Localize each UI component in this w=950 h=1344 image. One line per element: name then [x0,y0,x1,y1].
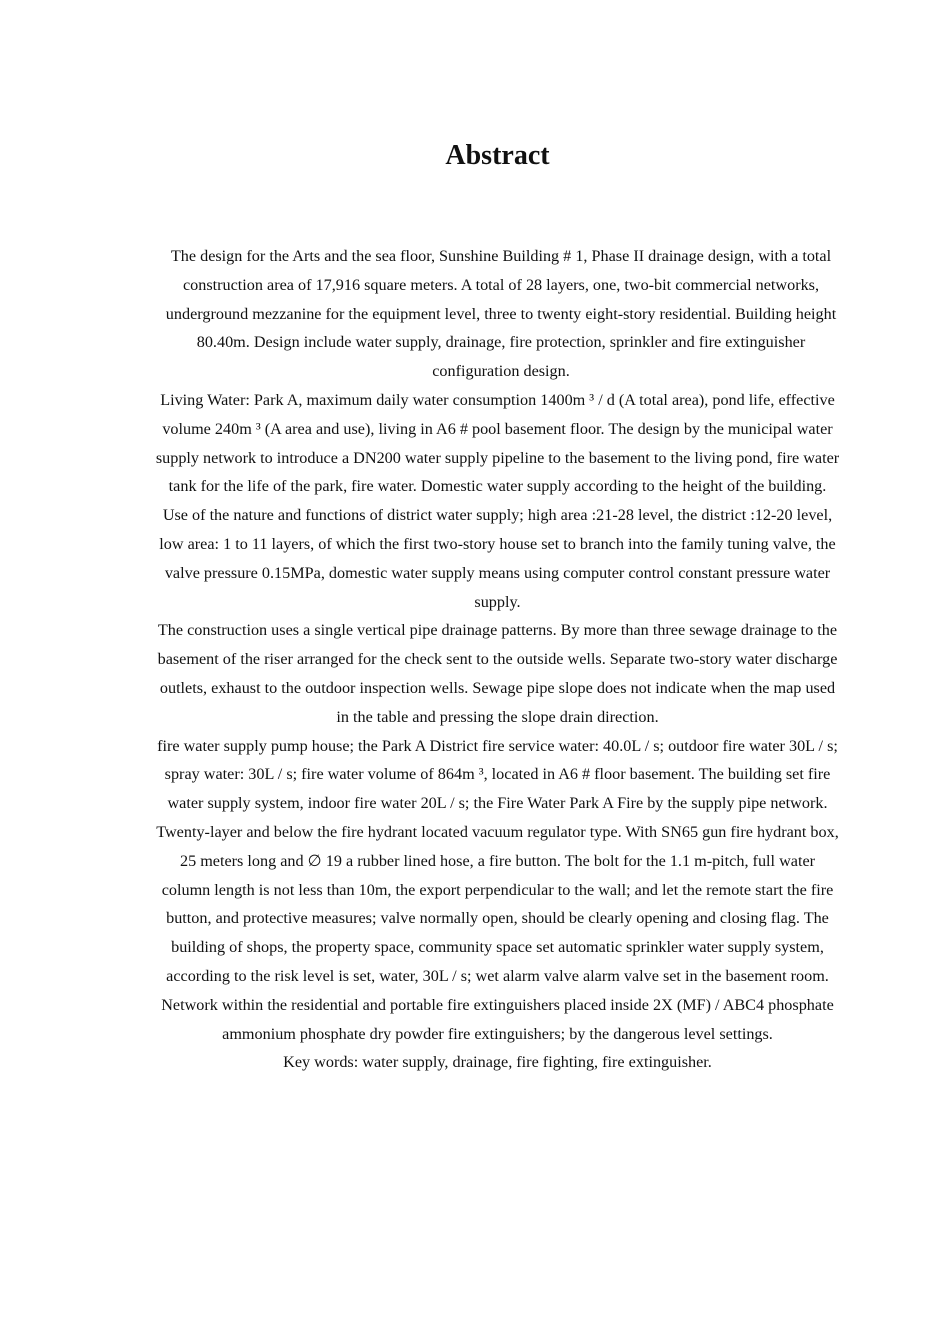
keywords-line: Key words: water supply, drainage, fire fighting, fire extinguisher. [283,1053,712,1072]
abstract-paragraph-overview: The design for the Arts and the sea floor, Sunshine Building # 1, Phase II drainage design, with a total construction area of 17,916 square meters. A total of 28 layers, one, two-bit commercial networks, underground mezzanine for the equipment level, three to twenty eight-story residential. Building height 80.40m. Design include water supply, drainage, fire protection, sprinkler and fire extinguisher configuration design. [165,247,837,381]
page-title: Abstract [445,140,550,171]
abstract-paragraph-living-water: Living Water: Park A, maximum daily water consumption 1400m ³ / d (A total area), pond life, effective volume 240m ³ (A area and use), living in A6 # pool basement floor. The design by the municipal water supply network to introduce a DN200 water supply pipeline to the basement to the living pond, fire water tank for the life of the park, fire water. Domestic water supply according to the height of the building. Use of the nature and functions of district water supply; high area :21-28 level, the district :12-20 level, low area: 1 to 11 layers, of which the first two-story house set to branch into the family tuning valve, the valve pressure 0.15MPa, domestic water supply means using computer control constant pressure water supply. [155,390,840,611]
abstract-paragraph-fire-water: fire water supply pump house; the Park A District fire service water: 40.0L / s; outdoor fire water 30L / s; spray water: 30L / s; fire water volume of 864m ³, located in A6 # floor basement. The building set fire water supply system, indoor fire water 20L / s; the Fire Water Park A Fire by the supply pipe network. Twenty-layer and below the fire hydrant located vacuum regulator type. With SN65 gun fire hydrant box, 25 meters long and ∅ 19 a rubber lined hose, a fire button. The bolt for the 1.1 m-pitch, full water column length is not less than 10m, the export perpendicular to the wall; and let the remote start the fire button, and protective measures; valve normally open, should be clearly opening and closing flag. The building of shops, the property space, community space set automatic sprinkler water supply system, according to the risk level is set, water, 30L / s; wet alarm valve alarm valve set in the basement room. Network within the residential and portable fire extinguishers placed inside 2X (MF) / ABC4 phosphate ammonium phosphate dry powder fire extinguishers; by the dangerous level settings. [156,736,839,1043]
abstract-body [155,242,840,1077]
abstract-paragraph-drainage: The construction uses a single vertical pipe drainage patterns. By more than three sewage drainage to the basement of the riser arranged for the check sent to the outside wells. Separate two-story water discharge outlets, exhaust to the outdoor inspection wells. Sewage pipe slope does not indicate when the map used in the table and pressing the slope drain direction. [157,621,838,726]
